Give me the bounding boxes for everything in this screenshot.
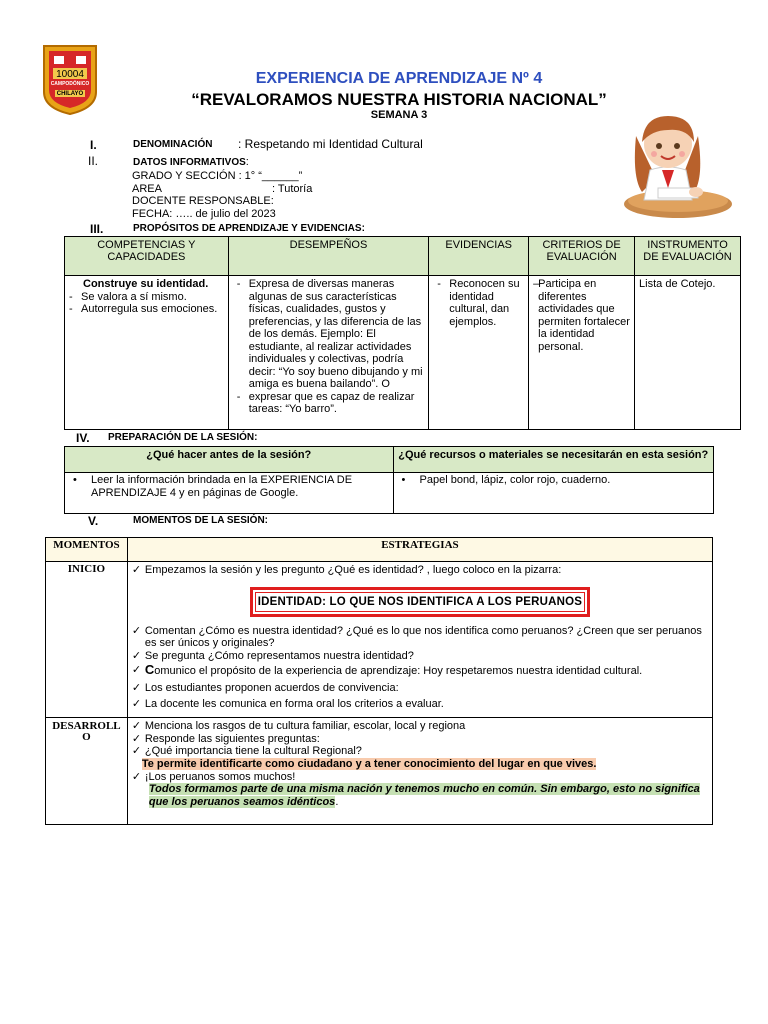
criterios-cell (529, 276, 635, 430)
recursos-cell: • Papel bond, lápiz, color rojo, cuaderno. (393, 473, 713, 514)
area-value: : Tutoría (272, 183, 313, 195)
section-2-number: II. (88, 154, 99, 168)
header-evidencias: EVIDENCIAS (429, 237, 529, 276)
desarrollo-label: DESARROLLO (46, 718, 128, 825)
capacidad-item: - Se valora a sí mismo. (69, 290, 187, 303)
list-item: ✓ Los estudiantes proponen acuerdos de convivencia: (131, 681, 399, 694)
criterios-text: Participa en diferentes actividades que permiten fortalecer la identidad personal. (538, 278, 630, 353)
highlighted-answer: Te permite identificarte como ciudadano y a tener conocimiento del lugar en que vives. (141, 757, 597, 770)
list-item: ✓ Comentan ¿Cómo es nuestra identidad? ¿Qué es lo que nos identifica como peruanos? ¿Creen que ser peruanos es ser únicos y originales? (131, 624, 702, 649)
desempenos-cell (228, 276, 429, 430)
section-1-label: DENOMINACIÓN (133, 139, 213, 150)
recursos-text: Papel bond, lápiz, color rojo, cuaderno. (419, 474, 611, 486)
header-estrategias: ESTRATEGIAS (127, 538, 712, 562)
moments-table (45, 537, 713, 825)
instrumento-cell: Lista de Cotejo. (635, 276, 741, 430)
header-antes: ¿Qué hacer antes de la sesión? (65, 447, 394, 473)
section-5-label: MOMENTOS DE LA SESIÓN: (133, 515, 269, 526)
list-item: ✓ La docente les comunica en forma oral los criterios a evaluar. (131, 698, 444, 710)
section-5-number: V. (88, 514, 99, 528)
evidencias-text: Reconocen su identidad cultural, dan ejemplos. (449, 278, 520, 328)
list-item: ✓ ¡Los peruanos somos muchos! (131, 770, 296, 783)
page-subtitle: “REVALORAMOS NUESTRA HISTORIA NACIONAL” (191, 90, 607, 109)
italic-text-period: . (335, 796, 339, 808)
area-label: AREA (132, 183, 162, 195)
section-3-number: III. (90, 222, 104, 236)
list-item: ✓ ¿Qué importancia tiene la cultural Regional? (131, 745, 362, 757)
competencias-cell (65, 276, 229, 430)
antes-text: Leer la información brindada en la EXPERIENCIA DE APRENDIZAJE 4 y en páginas de Google. (91, 474, 353, 499)
preparation-table (64, 446, 714, 514)
purposes-table (64, 236, 741, 430)
competencia-title: Construye su identidad. (83, 278, 209, 290)
docente-responsable: DOCENTE RESPONSABLE: (132, 195, 274, 207)
page-title: EXPERIENCIA DE APRENDIZAJE Nº 4 (255, 70, 543, 87)
desempeno-item: - expresar que es capaz de realizar tareas: “Yo barro”. (236, 390, 415, 415)
capacidad-item: - Autorregula sus emociones. (69, 303, 218, 315)
section-2-label: DATOS INFORMATIVOS (133, 157, 246, 168)
grado-seccion: GRADO Y SECCIÓN : 1° “______” (132, 170, 303, 182)
week-label: SEMANA 3 (370, 109, 428, 121)
header-competencias: COMPETENCIAS Y CAPACIDADES (65, 237, 229, 276)
logo-top-text: CAMPODÓNICO (50, 81, 90, 87)
logo-bottom-text: CHILAYO (56, 91, 84, 97)
header-recursos: ¿Qué recursos o materiales se necesitarán en esta sesión? (393, 447, 713, 473)
section-4-number: IV. (76, 431, 90, 445)
evidencias-cell: - Reconocen su identidad cultural, dan ejemplos. (429, 276, 529, 430)
list-item: ✓ Comunico el propósito de la experiencia de aprendizaje: Hoy respetaremos nuestra identidad cultural. (131, 662, 643, 677)
desarrollo-cell (127, 718, 712, 825)
section-2-colon: : (245, 156, 249, 168)
section-4-label: PREPARACIÓN DE LA SESIÓN: (108, 432, 258, 443)
header-momentos: MOMENTOS (46, 538, 128, 562)
list-item: ✓ Se pregunta ¿Cómo representamos nuestra identidad? (131, 649, 414, 662)
inicio-label: INICIO (46, 562, 128, 718)
identity-box (250, 587, 590, 617)
antes-cell: • Leer la información brindada en la EXPERIENCIA DE APRENDIZAJE 4 y en páginas de Google. (65, 473, 394, 514)
criterios-dash: – (533, 278, 540, 290)
highlighted-italic-text: Todos formamos parte de una misma nación y tenemos mucho en común. Sin embargo, esto no significa que los peruanos seamos idénticos (148, 783, 700, 808)
list-item: ✓ Menciona los rasgos de tu cultura familiar, escolar, local y regiona (131, 720, 466, 732)
list-item: ✓ Empezamos la sesión y les pregunto ¿Qué es identidad? , luego coloco en la pizarra: (131, 564, 562, 576)
header-criterios: CRITERIOS DE EVALUACIÓN (529, 237, 635, 276)
fecha: FECHA: ….. de julio del 2023 (132, 208, 276, 220)
section-1-number: I. (90, 138, 97, 152)
denominacion-value: : Respetando mi Identidad Cultural (238, 137, 423, 151)
header-instrumento: INSTRUMENTO DE EVALUACIÓN (635, 237, 741, 276)
section-3-label: PROPÓSITOS DE APRENDIZAJE Y EVIDENCIAS: (133, 223, 365, 234)
logo-number: 10004 (56, 69, 84, 80)
desempeno-item: - Expresa de diversas maneras algunas de sus características físicas, cualidades, gustos y preferencias, y las diferencia de las de los demás. Ejemplo: El estudiante, al realizar actividades individuales y colectivas, podría decir: “Yo soy bueno dibujando y mi amiga es buena bailando”. O (236, 278, 423, 390)
list-item: ✓ Responde las siguientes preguntas: (131, 732, 320, 745)
header-desempenos: DESEMPEÑOS (228, 237, 429, 276)
girl-writing-illustration (612, 108, 732, 220)
inicio-cell (127, 562, 712, 718)
identity-box-text: IDENTIDAD: LO QUE NOS IDENTIFICA A LOS PERUANOS (255, 592, 585, 612)
